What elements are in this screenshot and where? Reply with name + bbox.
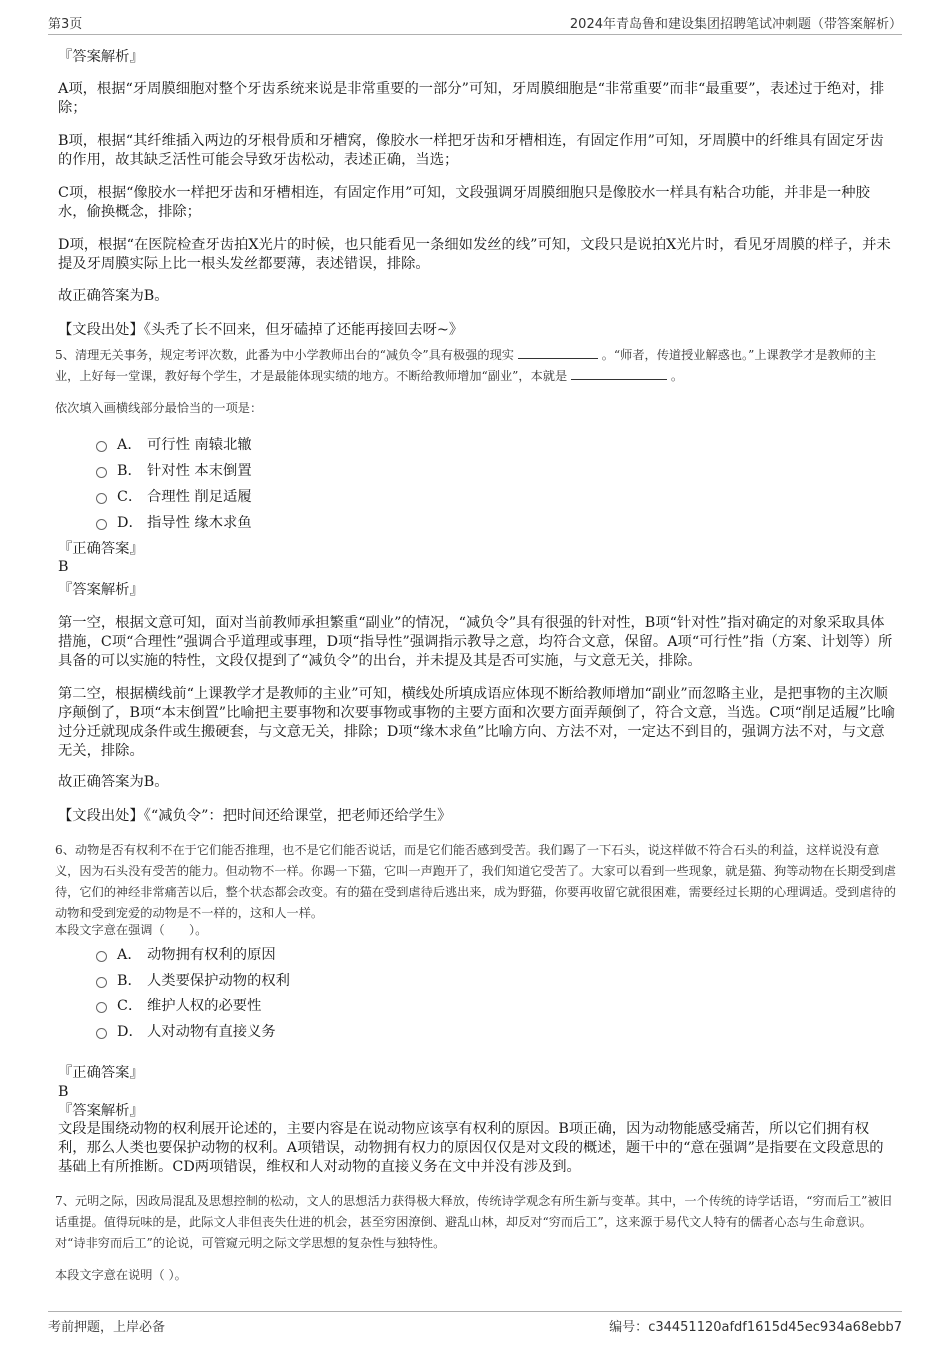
question-stem: 6、动物是否有权利不在于它们能否推理，也不是它们能否说话，而是它们能否感到受苦。我们踢了一下石头，说这样做不符合石头的利益，这样说没有意义，因为石头没有受苦的能力。但动物不一样。你踢一下猫，它叫一声跑开了，我们知道它受苦了。大家可以看到一些现象，就是猫、狗等动物在长期受到虐待，它们的神经非常痛苦以后，整个状态都会改变。有的猫在受到虐待后逃出来，成为野猫，你要再收留它就很困难，需要经过长期的心理调适。受到虐待的动物和受到宠爱的动物是不一样的，这和人一样。: [55, 843, 896, 920]
option-text: 人类要保护动物的权利: [147, 973, 290, 989]
analysis-label: 『答案解析』: [58, 49, 144, 65]
option-text: 人对动物有直接义务: [147, 1024, 276, 1040]
answer-label: 『正确答案』: [58, 541, 144, 557]
stem-text: 。: [670, 369, 684, 383]
source-citation: 【文段出处】《“减负令”：把时间还给课堂，把老师还给学生》: [58, 808, 452, 824]
option-letter: D．: [117, 1024, 143, 1040]
document-title: 2024年青岛鲁和建设集团招聘笔试冲刺题（带答案解析）: [569, 17, 902, 32]
question-prompt: 本段文字意在强调（ ）。: [55, 923, 208, 937]
analysis-para-1: 第一空，根据文意可知，面对当前教师承担繁重“副业”的情况，“减负令”具有很强的针对性，B项“针对性”指对确定的对象采取具体措施，C项“合理性”强调合乎道理或事理，D项“指导性”强调指示教导之意，均符合文意，保留。A项“可行性”指（方案、计划等）所具备的可以实施的特性，文段仅提到了“减负令”的出台，并未提及其是否可实施，与文意无关，排除。: [58, 615, 893, 669]
question-stem: 7、元明之际，因政局混乱及思想控制的松动，文人的思想活力获得极大释放，传统诗学观念有所生新与变革。其中，一个传统的诗学话语，“穷而后工”被旧话重提。值得玩味的是，此际文人非但丧失仕进的机会，甚至穷困潦倒、避乱山林，却反对“穷而后工”，这来源于易代文人特有的儒者心态与生命意识。对“诗非穷而后工”的论说，可管窥元明之际文学思想的复杂性与独特性。: [55, 1194, 892, 1250]
radio-icon[interactable]: [96, 467, 107, 478]
question-instruction: 依次填入画横线部分最恰当的一项是：: [55, 401, 263, 415]
question-stem: [55, 345, 897, 387]
option-letter: D．: [117, 515, 143, 531]
analysis-para-b: B项，根据“其纤维插入两边的牙根骨质和牙槽窝，像胶水一样把牙齿和牙槽相连，有固定作用”可知，牙周膜中的纤维具有固定牙齿的作用，故其缺乏活性可能会导致牙齿松动，表述正确，当选；: [58, 133, 884, 168]
option-b[interactable]: [96, 970, 290, 990]
fill-blank: [518, 346, 598, 359]
option-letter: A．: [117, 947, 142, 963]
code-value: c34451120afdf1615d45ec934a68ebb7: [648, 1320, 902, 1335]
option-letter: A．: [117, 437, 142, 453]
analysis-para-2: 第二空，根据横线前“上课教学才是教师的主业”可知，横线处所填成语应体现不断给教师增加“副业”而忽略主业，是把事物的主次顺序颠倒了，B项“本末倒置”比喻把主要事物和次要事物或事物的主要方面和次要方面弄颠倒了，符合文意，当选。C项“削足适履”比喻过分迁就现成条件或生搬硬套，与文意无关，排除；D项“缘木求鱼”比喻方向、方法不对，一定达不到目的，强调方法不对，与文意无关，排除。: [58, 686, 896, 759]
option-letter: C．: [117, 489, 143, 505]
option-text: 合理性 削足适履: [147, 489, 252, 505]
document-code: [609, 1316, 902, 1335]
option-d[interactable]: [96, 1021, 276, 1041]
option-letter: B．: [117, 973, 142, 989]
source-citation: 【文段出处】《头秃了长不回来，但牙磕掉了还能再接回去呀~》: [58, 322, 464, 338]
stem-text: 。“师者，传道授业解惑也。”上课教学才是教师的主业，上好每一堂课，教好每个学生，才是最能体现实绩的地方。不断给教师增加“副业”，本就是: [55, 348, 877, 383]
option-text: 可行性 南辕北辙: [147, 437, 252, 453]
option-a[interactable]: [96, 434, 252, 454]
conclusion: 故正确答案为B。: [58, 774, 169, 790]
option-text: 动物拥有权利的原因: [147, 947, 276, 963]
option-c[interactable]: [96, 486, 252, 506]
option-d[interactable]: [96, 512, 252, 532]
page-footer: [48, 1311, 902, 1336]
option-text: 维护人权的必要性: [147, 998, 262, 1014]
option-letter: C．: [117, 998, 143, 1014]
analysis-para-d: D项，根据“在医院检查牙齿拍X光片的时候，也只能看见一条细如发丝的线”可知，文段只是说拍X光片时，看见牙周膜的样子，并未提及牙周膜实际上比一根头发丝都要薄，表述错误，排除。: [58, 237, 891, 272]
analysis-para-a: A项，根据“牙周膜细胞对整个牙齿系统来说是非常重要的一部分”可知，牙周膜细胞是“非常重要”而非“最重要”，表述过于绝对，排除；: [58, 81, 885, 116]
page-header: [48, 10, 902, 35]
analysis-para-c: C项，根据“像胶水一样把牙齿和牙槽相连，有固定作用”可知，文段强调牙周膜细胞只是像胶水一样具有粘合功能，并非是一种胶水，偷换概念，排除；: [58, 185, 870, 220]
correct-answer: B: [58, 559, 69, 575]
option-letter: B．: [117, 463, 142, 479]
radio-icon[interactable]: [96, 977, 107, 988]
answer-label: 『正确答案』: [58, 1065, 144, 1081]
question-prompt: 本段文字意在说明（ ）。: [55, 1268, 187, 1282]
radio-icon[interactable]: [96, 519, 107, 530]
radio-icon[interactable]: [96, 1002, 107, 1013]
radio-icon[interactable]: [96, 493, 107, 504]
stem-text: 5、清理无关事务，规定考评次数，此番为中小学教师出台的“减负令”具有极强的现实: [55, 348, 514, 362]
page-number: 第3页: [48, 17, 83, 32]
correct-answer: B: [58, 1084, 69, 1100]
code-label: 编号：: [609, 1320, 649, 1335]
conclusion: 故正确答案为B。: [58, 288, 169, 304]
analysis-label: 『答案解析』: [58, 1103, 144, 1119]
option-text: 针对性 本末倒置: [147, 463, 252, 479]
footer-slogan: 考前押题，上岸必备: [48, 1320, 166, 1335]
analysis-label: 『答案解析』: [58, 582, 144, 598]
radio-icon[interactable]: [96, 951, 107, 962]
option-c[interactable]: [96, 995, 261, 1015]
option-a[interactable]: [96, 944, 276, 964]
option-text: 指导性 缘木求鱼: [147, 515, 252, 531]
analysis-text: 文段是围绕动物的权利展开论述的，主要内容是在说动物应该享有权利的原因。B项正确，因为动物能感受痛苦，所以它们拥有权利，那么人类也要保护动物的权利。A项错误，动物拥有权力的原因仅仅是对文段的概述，题干中的“意在强调”是指要在文段意思的基础上有所推断。CD两项错误，维权和人对动物的直接义务在文中并没有涉及到。: [58, 1121, 884, 1175]
fill-blank: [571, 367, 667, 380]
radio-icon[interactable]: [96, 441, 107, 452]
option-b[interactable]: [96, 460, 252, 480]
radio-icon[interactable]: [96, 1028, 107, 1039]
